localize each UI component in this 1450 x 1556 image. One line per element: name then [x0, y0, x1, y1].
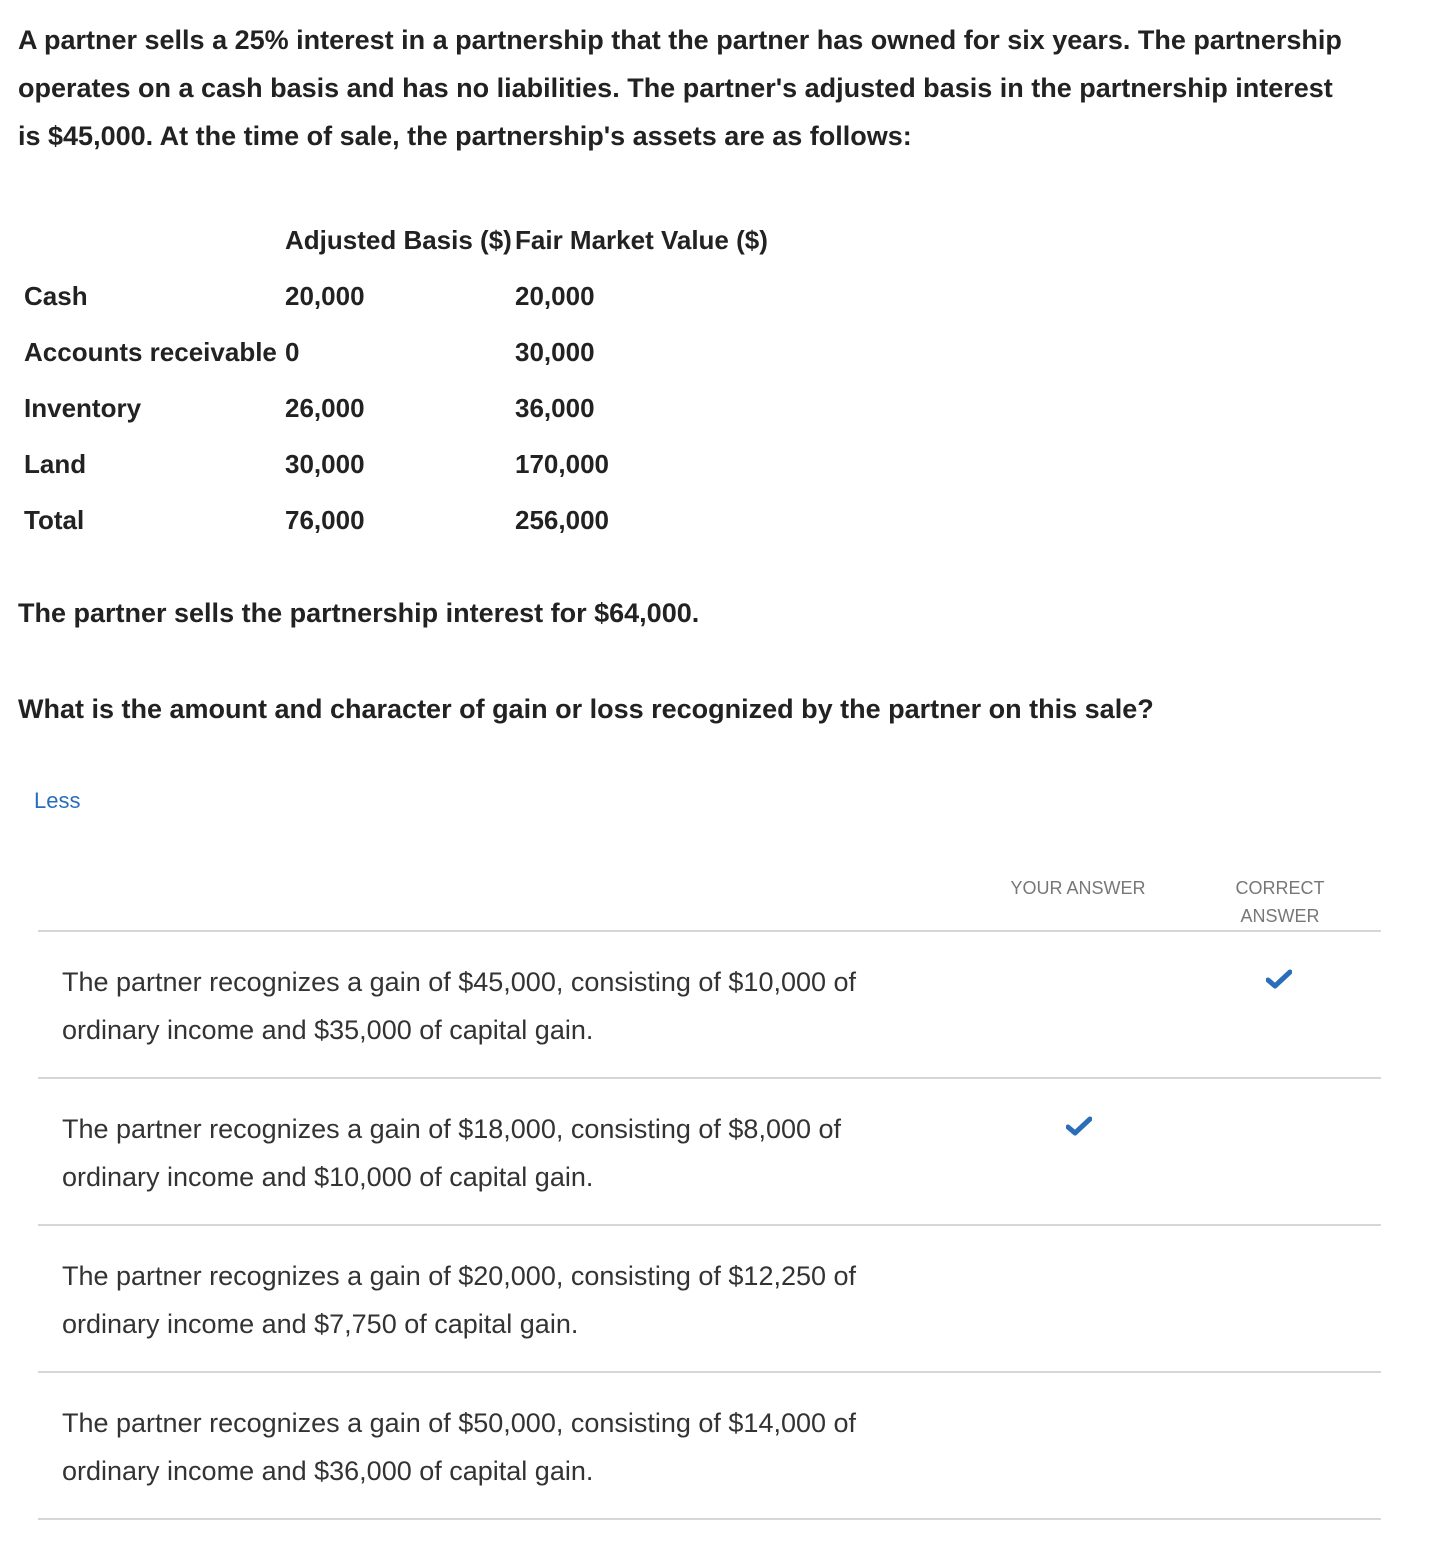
asset-fmv: 170,000	[515, 449, 609, 479]
asset-name: Accounts receivable	[24, 337, 277, 367]
asset-name: Inventory	[24, 393, 142, 423]
asset-basis: 20,000	[285, 281, 365, 311]
header-fair-market-value: Fair Market Value ($)	[515, 225, 768, 255]
header-adjusted-basis: Adjusted Basis ($)	[285, 225, 512, 255]
question-intro: A partner sells a 25% interest in a partnership that the partner has owned for six years. The partnership operates on a cash basis and has no liabilities. The partner's adjusted basis in the partnership interest is $45,000. At the time of sale, the partnership's assets are as follows:	[18, 25, 1342, 151]
answer-option[interactable]	[38, 1373, 1381, 1520]
asset-row-land	[24, 436, 824, 492]
answer-choices	[38, 866, 1381, 1520]
asset-name: Total	[24, 505, 85, 535]
asset-row-inventory	[24, 380, 824, 436]
answers-header	[38, 866, 1381, 932]
asset-table-header	[24, 212, 824, 268]
answer-option[interactable]	[38, 1226, 1381, 1373]
answer-option-text: The partner recognizes a gain of $45,000, consisting of $10,000 of ordinary income and $35,000 of capital gain.	[62, 967, 857, 1045]
asset-basis: 30,000	[285, 449, 365, 479]
asset-row-accounts-receivable	[24, 324, 824, 380]
answer-option-text: The partner recognizes a gain of $20,000, consisting of $12,250 of ordinary income and $7,750 of capital gain.	[62, 1261, 857, 1339]
asset-basis: 26,000	[285, 393, 365, 423]
check-icon	[1266, 968, 1292, 990]
asset-fmv: 20,000	[515, 281, 595, 311]
sale-statement: The partner sells the partnership interest for $64,000.	[18, 598, 700, 628]
asset-name: Cash	[24, 281, 88, 311]
asset-basis: 0	[285, 337, 300, 367]
asset-fmv: 256,000	[515, 505, 609, 535]
correct-answer-header: CORRECT ANSWER	[1235, 878, 1325, 926]
asset-name: Land	[24, 449, 87, 479]
asset-row-total	[24, 492, 824, 548]
less-toggle-link[interactable]: Less	[34, 788, 81, 813]
answer-option[interactable]	[38, 1079, 1381, 1226]
asset-fmv: 36,000	[515, 393, 595, 423]
asset-table	[24, 212, 824, 548]
asset-row-cash	[24, 268, 824, 324]
asset-basis: 76,000	[285, 505, 365, 535]
answer-option[interactable]	[38, 932, 1381, 1079]
question-prompt: What is the amount and character of gain or loss recognized by the partner on this sale?	[18, 694, 1154, 724]
answer-option-text: The partner recognizes a gain of $18,000, consisting of $8,000 of ordinary income and $10,000 of capital gain.	[62, 1114, 842, 1192]
your-answer-header: YOUR ANSWER	[1010, 878, 1146, 898]
check-icon	[1066, 1115, 1092, 1137]
answer-option-text: The partner recognizes a gain of $50,000, consisting of $14,000 of ordinary income and $36,000 of capital gain.	[62, 1408, 857, 1486]
asset-fmv: 30,000	[515, 337, 595, 367]
